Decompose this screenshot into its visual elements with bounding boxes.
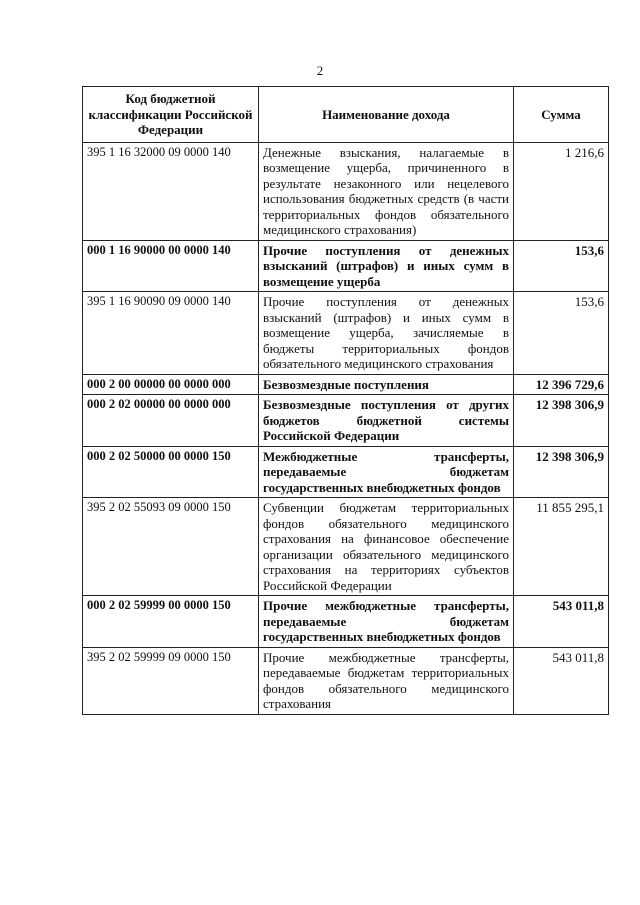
row-code: 395 2 02 59999 09 0000 150 <box>83 647 259 714</box>
table-row <box>83 142 609 240</box>
row-code: 395 1 16 32000 09 0000 140 <box>83 142 259 240</box>
table-header-row <box>83 87 609 143</box>
row-name: Прочие межбюджетные трансферты, передаваемые бюджетам территориальных фондов обязательного медицинского страхования <box>259 647 514 714</box>
row-sum: 1 216,6 <box>514 142 609 240</box>
row-sum: 153,6 <box>514 240 609 292</box>
table-row <box>83 647 609 714</box>
row-code: 000 2 02 50000 00 0000 150 <box>83 446 259 498</box>
row-sum: 543 011,8 <box>514 596 609 648</box>
header-sum: Сумма <box>514 87 609 143</box>
row-name: Прочие поступления от денежных взысканий (штрафов) и иных сумм в возмещение ущерба <box>259 240 514 292</box>
row-code: 395 2 02 55093 09 0000 150 <box>83 498 259 596</box>
header-name: Наименование дохода <box>259 87 514 143</box>
row-code: 000 2 02 59999 00 0000 150 <box>83 596 259 648</box>
row-code: 395 1 16 90090 09 0000 140 <box>83 292 259 375</box>
row-sum: 543 011,8 <box>514 647 609 714</box>
row-sum: 12 398 306,9 <box>514 446 609 498</box>
table-row <box>83 596 609 648</box>
row-code: 000 1 16 90000 00 0000 140 <box>83 240 259 292</box>
table-row <box>83 498 609 596</box>
row-sum: 12 396 729,6 <box>514 374 609 395</box>
income-table <box>82 86 609 715</box>
table-row <box>83 240 609 292</box>
row-name: Денежные взыскания, налагаемые в возмещение ущерба, причиненного в результате незаконного или нецелевого использования бюджетных средств (в части территориальных фондов обязательного медицинского страхования) <box>259 142 514 240</box>
row-sum: 153,6 <box>514 292 609 375</box>
page-number: 2 <box>316 63 324 78</box>
row-name: Прочие межбюджетные трансферты, передаваемые бюджетам государственных внебюджетных фондов <box>259 596 514 648</box>
row-sum: 12 398 306,9 <box>514 395 609 447</box>
row-name: Прочие поступления от денежных взысканий (штрафов) и иных сумм в возмещение ущерба, зачисляемые в бюджеты территориальных фондов обязательного медицинского страхования <box>259 292 514 375</box>
row-name: Субвенции бюджетам территориальных фондов обязательного медицинского страхования на финансовое обеспечение организации обязательного медицинского страхования на территориях субъектов Российской Федерации <box>259 498 514 596</box>
table-row <box>83 374 609 395</box>
row-code: 000 2 00 00000 00 0000 000 <box>83 374 259 395</box>
row-sum: 11 855 295,1 <box>514 498 609 596</box>
header-code: Код бюджетной классификации Российской Федерации <box>83 87 259 143</box>
row-code: 000 2 02 00000 00 0000 000 <box>83 395 259 447</box>
row-name: Межбюджетные трансферты, передаваемые бюджетам государственных внебюджетных фондов <box>259 446 514 498</box>
table-row <box>83 292 609 375</box>
table-row <box>83 446 609 498</box>
row-name: Безвозмездные поступления от других бюджетов бюджетной системы Российской Федерации <box>259 395 514 447</box>
table-row <box>83 395 609 447</box>
row-name: Безвозмездные поступления <box>259 374 514 395</box>
